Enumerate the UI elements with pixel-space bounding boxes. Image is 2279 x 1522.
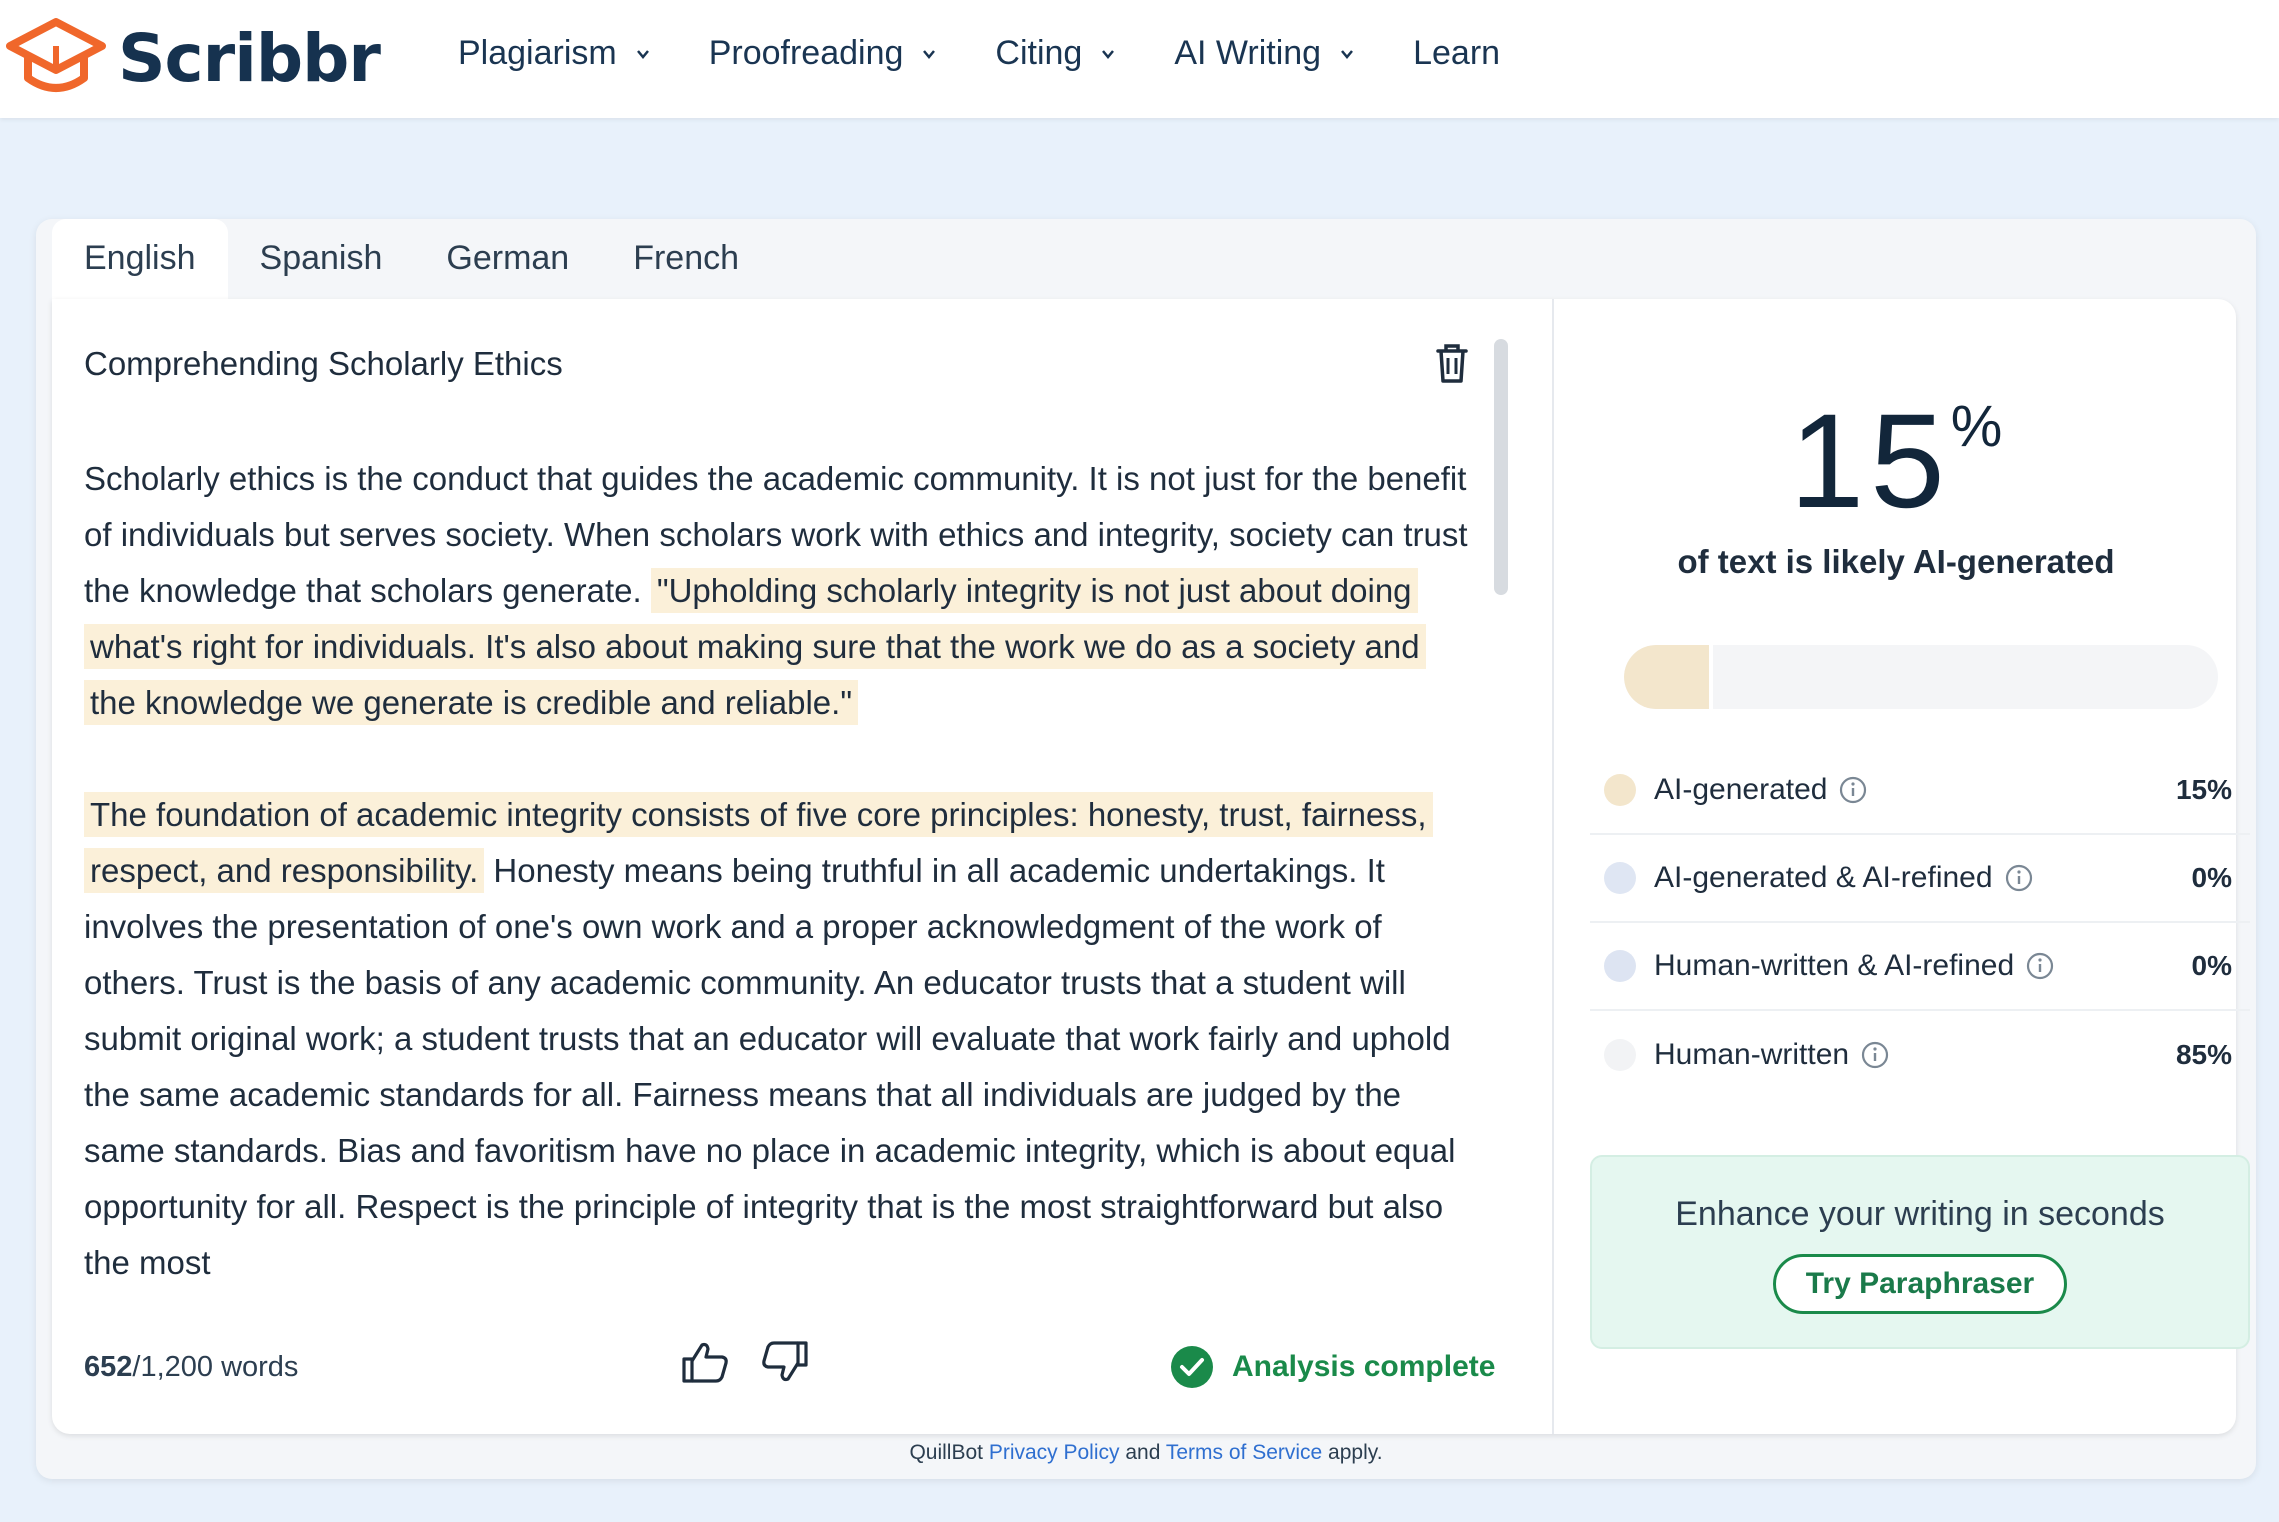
scribbr-logo[interactable]: [6, 16, 380, 100]
word-count: 652: [84, 1351, 133, 1383]
brand-name: Scribbr: [118, 19, 380, 97]
breakdown-row-ai-generated: [1590, 747, 2250, 835]
paraphraser-promo: [1590, 1155, 2250, 1349]
ai-score-value: 15: [1789, 387, 1951, 536]
chevron-down-icon: [1100, 46, 1116, 62]
thumbs-down-icon[interactable]: [760, 1339, 810, 1385]
legend-swatch: [1604, 1039, 1636, 1071]
legend-swatch: [1604, 950, 1636, 982]
info-icon[interactable]: [2026, 952, 2054, 980]
breakdown-value: 15%: [2175, 774, 2232, 805]
chevron-down-icon: [921, 46, 937, 62]
info-icon[interactable]: [1861, 1041, 1889, 1069]
percent-sign: %: [1950, 394, 2003, 459]
legal-prefix: QuillBot: [909, 1441, 989, 1464]
ai-score: [1556, 385, 2236, 538]
check-circle-icon: [1170, 1345, 1214, 1389]
editor-scrollbar[interactable]: [1494, 339, 1508, 595]
tab-spanish[interactable]: Spanish: [259, 239, 383, 277]
terms-of-service-link[interactable]: Terms of Service: [1165, 1441, 1323, 1464]
legend-swatch: [1604, 862, 1636, 894]
nav-item-label: AI Writing: [1174, 34, 1322, 72]
analyzed-text[interactable]: [84, 451, 1474, 1301]
nav-item-citing[interactable]: [995, 34, 1116, 73]
ai-highlight: "Upholding scholarly integrity is not just about doing what's right for individuals. It's also about making sure that the work we do as a society and the knowledge we generate is credible and reliable.": [84, 568, 1426, 725]
nav-item-ai-writing[interactable]: [1174, 34, 1355, 73]
text-editor-pane: [52, 299, 1554, 1434]
breakdown-label: AI-generated: [1654, 773, 1828, 806]
text-segment: Scholarly ethics is the conduct that guides the academic community. It is not just for the benefit of individuals but serves society. When scholars work with ethics and integrity, society can trust the knowledge that scholars generate.: [84, 460, 1468, 609]
graduation-cap-logo-icon: [6, 16, 108, 100]
nav-item-label: Learn: [1413, 34, 1501, 72]
tab-french[interactable]: French: [633, 239, 740, 277]
tab-english[interactable]: English: [52, 219, 228, 299]
legal-and: and: [1119, 1441, 1166, 1464]
ai-detector-card: [36, 219, 2256, 1479]
nav-item-proofreading[interactable]: [709, 34, 938, 73]
info-icon[interactable]: [1839, 776, 1867, 804]
nav-item-label: Proofreading: [708, 34, 904, 72]
analysis-status: [1170, 1345, 1495, 1389]
tab-german[interactable]: German: [446, 239, 570, 277]
legal-suffix: apply.: [1322, 1441, 1383, 1464]
trash-icon[interactable]: [1432, 341, 1472, 385]
detector-panel: [52, 299, 2236, 1434]
info-icon[interactable]: [2005, 864, 2033, 892]
breakdown-label: Human-written & AI-refined: [1654, 949, 2015, 982]
ai-highlight: The foundation of academic integrity consists of five core principles: honesty, trust, fairness, respect, and responsibility.: [84, 792, 1433, 893]
nav-item-label: Plagiarism: [458, 34, 617, 72]
word-counter: [84, 1351, 298, 1384]
thumbs-up-icon[interactable]: [680, 1339, 730, 1385]
score-breakdown: [1590, 747, 2250, 1099]
breakdown-label: Human-written: [1654, 1038, 1850, 1071]
status-text: Analysis complete: [1232, 1350, 1496, 1383]
breakdown-label: AI-generated & AI-refined: [1654, 861, 1993, 894]
chevron-down-icon: [1339, 46, 1355, 62]
language-tabs: [52, 219, 771, 299]
breakdown-value: 0%: [2191, 950, 2232, 981]
legend-swatch: [1604, 774, 1636, 806]
legal-notice: [36, 1441, 2256, 1465]
feedback-buttons: [680, 1339, 810, 1385]
privacy-policy-link[interactable]: Privacy Policy: [988, 1441, 1120, 1464]
ai-score-bar-fill: [1624, 645, 1713, 709]
breakdown-row-ai-generated-ai-refined: [1590, 835, 2250, 923]
chevron-down-icon: [635, 46, 651, 62]
paragraph-1: [84, 451, 1474, 731]
paragraph-2: [84, 787, 1474, 1291]
breakdown-value: 85%: [2175, 1039, 2232, 1070]
ai-score-label: of text is likely AI-generated: [1677, 543, 2115, 580]
breakdown-row-human-written-ai-refined: [1590, 923, 2250, 1011]
top-navigation-bar: [0, 0, 2279, 118]
ai-score-bar: [1624, 645, 2218, 709]
results-pane: [1556, 299, 2236, 1434]
document-title: Comprehending Scholarly Ethics: [84, 345, 563, 382]
nav-item-learn[interactable]: [1413, 34, 1500, 73]
main-nav: [458, 34, 1558, 73]
promo-title: Enhance your writing in seconds: [1675, 1195, 2165, 1233]
text-segment: Honesty means being truthful in all academic undertakings. It involves the presentation of one's own work and a proper acknowledgment of the work of others. Trust is the basis of any academic community. An educator trusts that a student will submit original work; a student trusts that an educator will evaluate that work fairly and uphold the same academic standards for all. Fairness means that all individuals are judged by the same standards. Bias and favoritism have no place in academic integrity, which is about equal opportunity for all. Respect is the principle of integrity that is the most straightforward but also the most: [84, 852, 1456, 1281]
try-paraphraser-button[interactable]: Try Paraphraser: [1773, 1254, 2067, 1314]
word-limit: /1,200 words: [132, 1351, 299, 1383]
nav-item-label: Citing: [995, 34, 1083, 72]
nav-item-plagiarism[interactable]: [458, 34, 651, 73]
breakdown-row-human-written: [1590, 1011, 2250, 1099]
breakdown-value: 0%: [2191, 862, 2232, 893]
